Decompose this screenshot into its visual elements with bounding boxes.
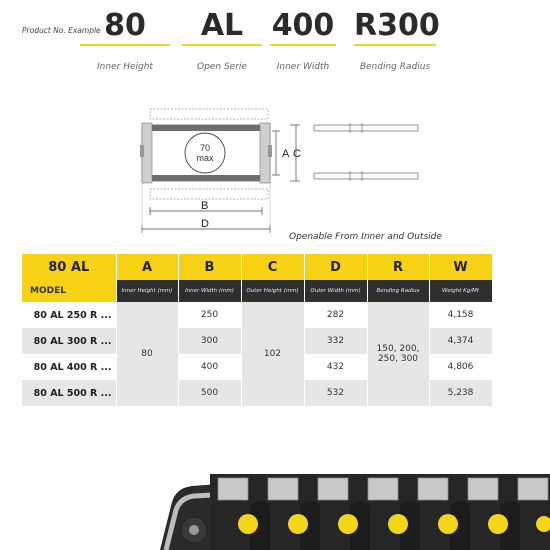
circle-label-value: 70: [199, 143, 211, 153]
side-view-bottom-bar: [314, 173, 418, 179]
radius-line-1: 150, 200,: [376, 344, 420, 354]
code-inner-width: 400: [271, 8, 335, 43]
code-open-serie: AL: [200, 8, 244, 43]
col-header-b: B: [178, 254, 241, 280]
radius-line-2: 250, 300: [377, 354, 419, 364]
cell-d: 332: [304, 328, 367, 354]
col-header-a: A: [116, 254, 178, 280]
side-view-top-bar: [314, 125, 418, 131]
openable-note: Openable From Inner and Outside: [289, 232, 442, 242]
cell-d: 282: [304, 302, 367, 328]
model-name: 80 AL 250 R ...: [22, 302, 116, 328]
dimension-label-c: C: [293, 148, 301, 160]
dimension-label-b: B: [201, 200, 209, 212]
col-header-c: C: [241, 254, 304, 280]
pin-left: [140, 145, 144, 157]
dimension-label-d: D: [201, 218, 209, 230]
merged-r-value: [367, 302, 429, 406]
model-name: 80 AL 300 R ...: [22, 328, 116, 354]
cell-d: 532: [304, 380, 367, 406]
product-example-label: Product No. Example: [22, 26, 101, 35]
cell-w: 5,238: [429, 380, 492, 406]
col-header-d: D: [304, 254, 367, 280]
dashed-outline-top: [150, 109, 268, 119]
cell-w: 4,374: [429, 328, 492, 354]
cell-b: 400: [178, 354, 241, 380]
caption-bending-radius: Bending Radius: [359, 62, 431, 72]
caption-inner-width: Inner Width: [276, 62, 330, 72]
model-name: 80 AL 400 R ...: [22, 354, 116, 380]
chain-cross-section-diagram: [0, 95, 550, 235]
col-desc-w: Weight Kg/Mt: [429, 280, 492, 302]
table-row: [22, 302, 492, 328]
model-label: MODEL: [22, 280, 116, 302]
pin-right: [268, 145, 272, 157]
code-underline: [80, 44, 170, 46]
col-desc-c: Outer Height (mm): [241, 280, 304, 302]
dashed-outline-bottom: [150, 189, 268, 199]
caption-inner-height: Inner Height: [97, 62, 153, 72]
crossbar-top: [150, 125, 262, 131]
code-underline: [354, 44, 436, 46]
col-desc-r: Bending Radius: [367, 280, 429, 302]
cell-d: 432: [304, 354, 367, 380]
cell-b: 500: [178, 380, 241, 406]
crossbar-bottom: [150, 175, 262, 181]
merged-a-value: 80: [116, 302, 178, 406]
col-header-r: R: [367, 254, 429, 280]
spec-table: [22, 254, 493, 406]
col-desc-d: Outer Width (mm): [304, 280, 367, 302]
cell-b: 250: [178, 302, 241, 328]
code-underline: [182, 44, 262, 46]
merged-c-value: 102: [241, 302, 304, 406]
code-inner-height: 80: [104, 8, 146, 43]
circle-label-max: max: [196, 153, 214, 163]
cable-chain-photo: [150, 462, 550, 550]
series-header: 80 AL: [22, 254, 116, 280]
code-bending-radius: R300: [354, 8, 440, 43]
model-name: 80 AL 500 R ...: [22, 380, 116, 406]
col-header-w: W: [429, 254, 492, 280]
cell-w: 4,806: [429, 354, 492, 380]
dimension-label-a: A: [282, 148, 290, 160]
code-underline: [270, 44, 336, 46]
col-desc-b: Inner Width (mm): [178, 280, 241, 302]
chain-end-hole: [189, 525, 199, 535]
cell-b: 300: [178, 328, 241, 354]
col-desc-a: Inner Height (mm): [116, 280, 178, 302]
caption-open-serie: Open Serie: [197, 62, 247, 72]
cell-w: 4,158: [429, 302, 492, 328]
